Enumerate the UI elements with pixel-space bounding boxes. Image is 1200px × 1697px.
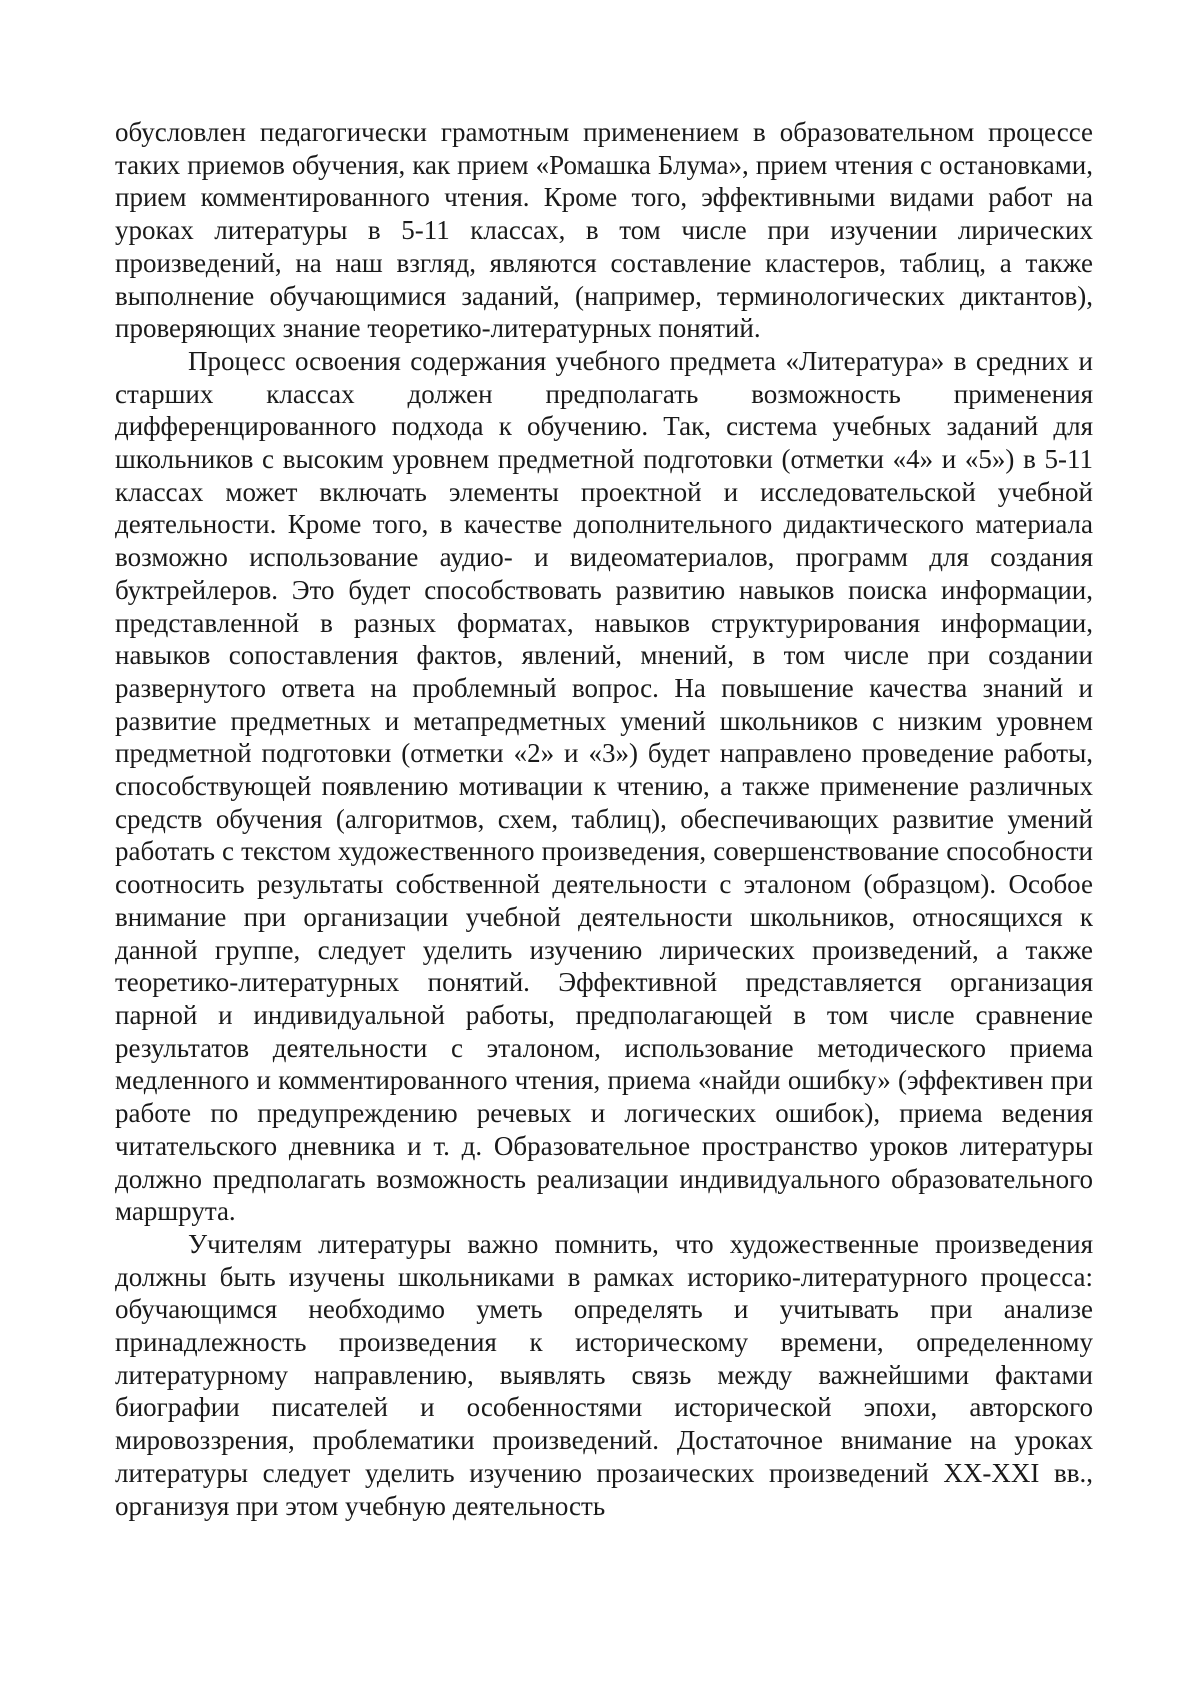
- paragraph-2: Процесс освоения содержания учебного предмета «Литература» в средних и старших классах должен предполагать возможность применения дифференцированного подхода к обучению. Так, система учебных заданий для школьников с высоким уровнем предметной подготовки (отметки «4» и «5») в 5-11 классах может включать элементы проектной и исследовательской учебной деятельности. Кроме того, в качестве дополнительного дидактического материала возможно использование аудио- и видеоматериалов, программ для создания буктрейлеров. Это будет способствовать развитию навыков поиска информации, представленной в разных форматах, навыков структурирования информации, навыков сопоставления фактов, явлений, мнений, в том числе при создании развернутого ответа на проблемный вопрос. На повышение качества знаний и развитие предметных и метапредметных умений школьников с низким уровнем предметной подготовки (отметки «2» и «3») будет направлено проведение работы, способствующей появлению мотивации к чтению, а также применение различных средств обучения (алгоритмов, схем, таблиц), обеспечивающих развитие умений работать с текстом художественного произведения, совершенствование способности соотносить результаты собственной деятельности с эталоном (образцом). Особое внимание при организации учебной деятельности школьников, относящихся к данной группе, следует уделить изучению лирических произведений, а также теоретико-литературных понятий. Эффективной представляется организация парной и индивидуальной работы, предполагающей в том числе сравнение результатов деятельности с эталоном, использование методического приема медленного и комментированного чтения, приема «найди ошибку» (эффективен при работе по предупреждению речевых и логических ошибок), приема ведения читательского дневника и т. д. Образовательное пространство уроков литературы должно предполагать возможность реализации индивидуального образовательного маршрута.: [115, 345, 1093, 1227]
- paragraph-1: обусловлен педагогически грамотным применением в образовательном процессе таких приемов обучения, как прием «Ромашка Блума», прием чтения с остановками, прием комментированного чтения. Кроме того, эффективными видами работ на уроках литературы в 5-11 классах, в том числе при изучении лирических произведений, на наш взгляд, являются составление кластеров, таблиц, а также выполнение обучающимися заданий, (например, терминологических диктантов), проверяющих знание теоретико-литературных понятий.: [115, 117, 1093, 344]
- paragraph-3: Учителям литературы важно помнить, что художественные произведения должны быть изучены школьниками в рамках историко-литературного процесса: обучающимся необходимо уметь определять и учитывать при анализе принадлежность произведения к историческому времени, определенному литературному направлению, выявлять связь между важнейшими фактами биографии писателей и особенностями исторической эпохи, авторского мировоззрения, проблематики произведений. Достаточное внимание на уроках литературы следует уделить изучению прозаических произведений XX-XXI вв., организуя при этом учебную деятельность: [115, 1228, 1093, 1521]
- document-page: [115, 116, 1093, 1522]
